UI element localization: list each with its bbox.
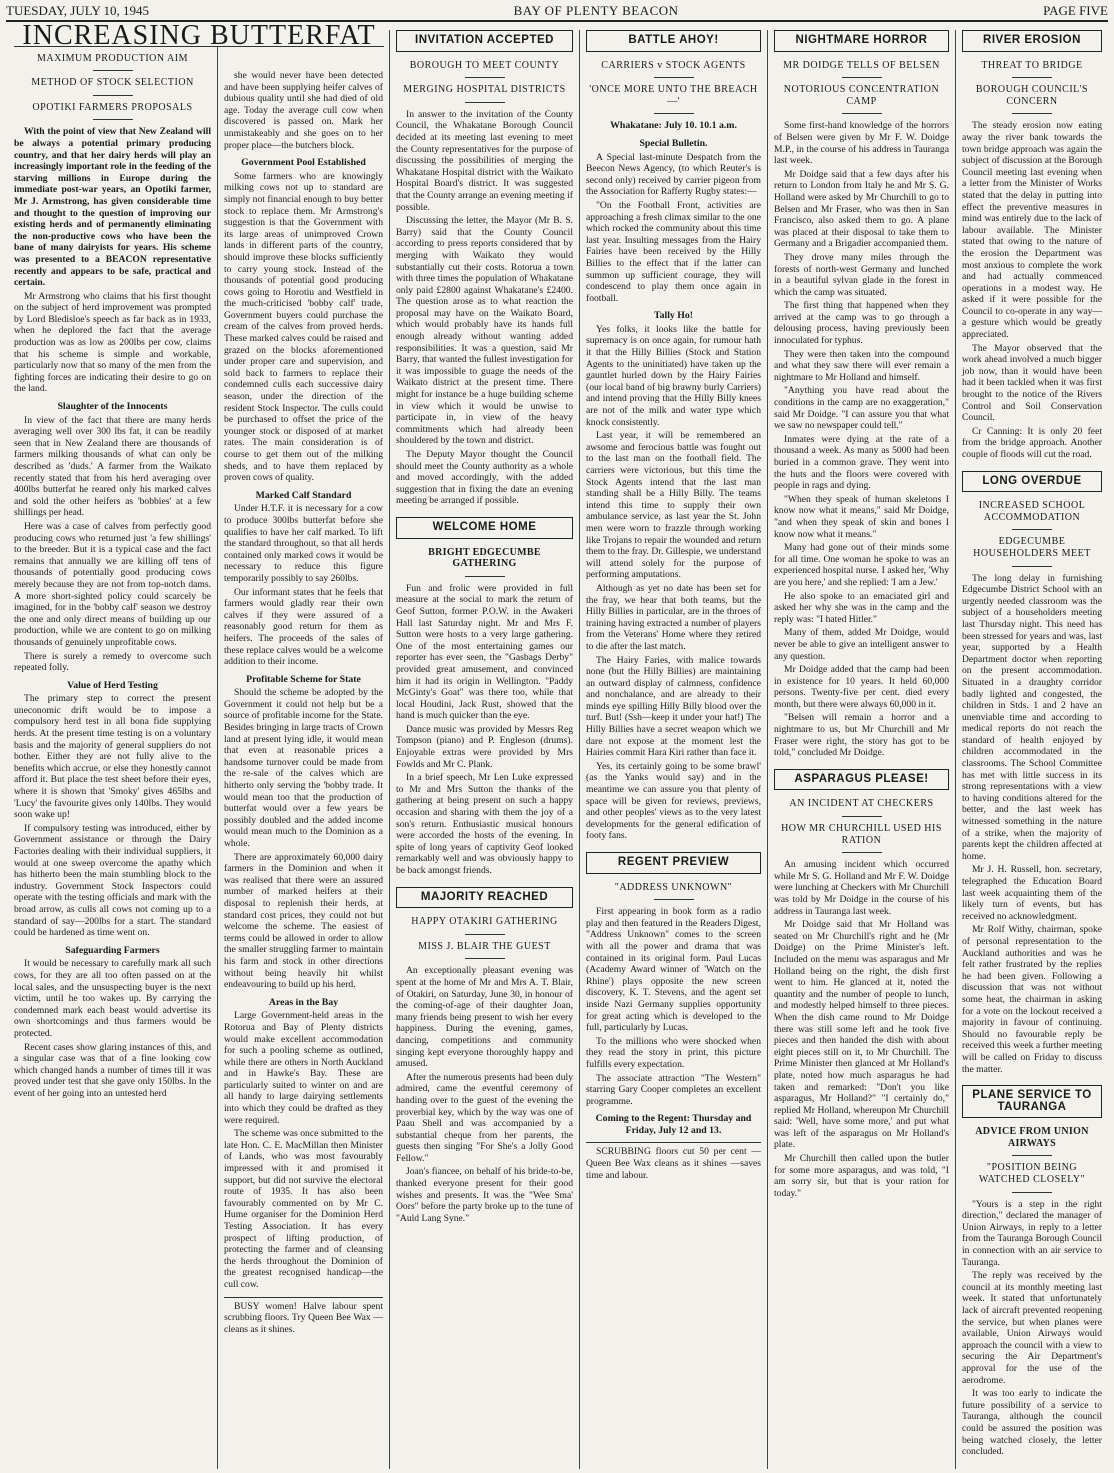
paragraph: They drove many miles through the forests of north-west Germany and lunched in a beautiful sylvan glade in the forest in which the camp was situated.	[774, 251, 949, 298]
page-number: PAGE FIVE	[1043, 3, 1108, 18]
paragraph: The reply was received by the council at its monthly meeting last week. It stated that unfortunately lack of aircraft prevented reopening the service, but when planes were available, Union Airways would approach the council with a view to securing the Air Department's approval for the use of the aerodrome.	[962, 1270, 1102, 1386]
paragraph: The scheme was once submitted to the late Hon. C. E. MacMillan then Minister of Lands, who was most favourably impressed with it and promised it support, but did not survive the electoral route of 1935. It has also been favourably commented on by Mr C. Hume organiser for the Dominion Herd Testing Association. It has every prospect of lifting production, of protecting the farmer and of cleansing the herds throughout the Dominion of the greatest recognised handicap—the cull cow.	[224, 1128, 383, 1290]
paragraph: Our informant states that he feels that farmers would gladly rear their own calves if they were assured of a reasonably good return for them as heifers. The proceeds of the sales of these replace calves would be a welcome addition to their income.	[224, 586, 383, 668]
paragraph: An amusing incident which occurred while Mr S. G. Holland and Mr F. W. Doidge were lunching at Checkers with Mr Churchill was told by Mr Doidge in the course of his address in Tauranga last week.	[774, 859, 949, 917]
paragraph: Dance music was provided by Messrs Reg Tompson (piano) and P. Engleson (drums). Enjoyable extras were provided by Mrs Fowlds and Mr C. Plank.	[396, 723, 573, 770]
paragraph: Many had gone out of their minds some for all time. One woman he spoke to was an experienced hospital nurse. I asked her, 'Why are you here,' and she replied: 'I am a Jew.'	[774, 542, 949, 588]
paragraph: "When they speak of human skeletons I know now what it means," said Mr Doidge, "and when they speak of skin and bones I know now what it means."	[774, 493, 949, 540]
paragraph: Here was a case of calves from perfectly good producing cows who returned just 'a few shillings' to the breeder. But it is a typical case and the fact remains that annually we are killing off tens of thousands of potentially good producing cows merely because they are not from top-notch dams. A more short-sighted policy could scarcely be imagined, for in the 'bobby calf' season we destroy the one and only direct means of building up our production, while we are content to go on milking thousands of genuinely unprofitable cows.	[14, 520, 211, 648]
issue-date: TUESDAY, JULY 10, 1945	[6, 3, 150, 18]
battle-headline: BATTLE AHOY!	[586, 30, 761, 52]
overdue-subhead-2: EDGECUMBE HOUSEHOLDERS MEET	[973, 536, 1091, 559]
plane-subhead-1: ADVICE FROM UNION AIRWAYS	[975, 1126, 1089, 1149]
regent-subhead: "ADDRESS UNKNOWN"	[614, 881, 733, 893]
paragraph: she would never have been detected and have been supplying heifer calves of dubious quality until she had died of old age. Today the average cull cow when discovered is passed on. Mark her unmistakeably and she goes on to her proper place—the butchers block.	[224, 70, 383, 151]
subheading: Marked Calf Standard	[255, 489, 352, 501]
paragraph: Mr J. H. Russell, hon. secretary, telegraphed the Education Board last week acquainting them of the likely turn of events, but has received no acknowledgment.	[962, 864, 1102, 922]
paragraph: Mr Churchill then called upon the butler for some more asparagus, and was told, "I am sorry sir, but that is your ration for today."	[774, 1153, 949, 1199]
majority-subhead-1: HAPPY OTAKIRI GATHERING	[411, 916, 558, 928]
paragraph: First appearing in book form as a radio play and then featured in the Readers Digest, "Address Unknown" comes to the screen with all the power and drama that was contained in its original form. Paul Lucas (Academy Award winner of 'Watch on the Rhine') plays opposite the new screen discovery, K. T. Stevens, and the agent set inside Nazi Germany supplies opportunity for great acting which is developed to the full, particularly by Lucas.	[586, 906, 761, 1034]
butterfat-headline: INCREASING BUTTERFAT	[14, 30, 384, 47]
columns	[8, 20, 1110, 1469]
subheading: Safeguarding Farmers	[65, 944, 160, 956]
majority-subhead-2: MISS J. BLAIR THE GUEST	[418, 940, 551, 952]
river-subhead-1: THREAT TO BRIDGE	[981, 59, 1083, 71]
column-4	[580, 30, 768, 1469]
paragraph: Some first-hand knowledge of the horrors of Belsen were given by Mr F. W. Doidge M.P., in the course of his address in Tauranga last week.	[774, 120, 949, 167]
paragraph: If compulsory testing was introduced, either by Government assistance or through the Dairy Factories dealing with their individual suppliers, it would at one sweep overcome the apathy which has hitherto been the main stumbling block to the industry. Government Stock Inspectors could operate with the testing officials and mark with the broad arrow, as culls all cows not coming up to a standard of say—200lbs for a start. The standard could be hardened as time went on.	[14, 822, 211, 939]
paragraph: Mr Doidge said that a few days after his return to London from Italy he and Mr S. G. Holland were asked by Mr Churchill to go to Belsen and Mr Fraser, who was then in San Francisco, also asked them to go. A plane was placed at their disposal to take them to Germany and a Brigadier accompanied them.	[774, 168, 949, 250]
paragraph: There is surely a remedy to overcome such repeated folly.	[14, 650, 211, 674]
paragraph: The associate attraction "The Western" starring Gary Cooper completes an excellent programme.	[586, 1072, 761, 1107]
butterfat-subhead-2: METHOD OF STOCK SELECTION	[31, 77, 194, 89]
invitation-subhead-1: BOROUGH TO MEET COUNTY	[409, 59, 560, 71]
subheading: Tally Ho!	[653, 310, 694, 322]
paragraph: They were then taken into the compound and what they saw there will ever remain a nightmare to Mr Holland and himself.	[774, 348, 949, 383]
paragraph: The primary step to correct the present uneconomic drift would be to impose a compulsory herd test in all bona fide supplying herds. At the present time testing is on a voluntary basis and the majority of general suppliers do not bother. Either they are not fully alive to the benefits which accrue, or else they honestly cannot afford it. But place the test sheet before their eyes, where it is shown that 'Smoky' gives 465lbs and 'Lucy' the favourite gives only 140lbs. They would soon wake up!	[14, 693, 211, 821]
invitation-subhead-2: MERGING HOSPITAL DISTRICTS	[403, 84, 566, 96]
subheading: Profitable Scheme for State	[246, 673, 361, 685]
asparagus-headline: ASPARAGUS PLEASE!	[774, 769, 949, 791]
paragraph: Should the scheme be adopted by the Government it could not help but be a source of profitable income for the State. Besides bringing in large tracts of Crown land at present lying idle, it would mean that even at reasonable prices a handsome turnover could be made from the re-sale of the calves which are hitherto only serving the 'bobby trade. It would mean too that the production of butterfat would over a few years be possibly doubled and the added income would mean much to the Dominion as a whole.	[224, 687, 383, 849]
paper-name: BAY OF PLENTY BEACON	[513, 3, 679, 18]
paragraph: The steady erosion now eating away the river bank towards the town bridge approach was again the subject of discussion at the Borough Council meeting last evening when a letter from the Minister of Works stated that the delay in putting into effect the preventive measures in mind was entirely due to the lack of labour available. The Minister stated that owing to the nature of the erosion the Department was most anxious to complete the work and had actually commenced operations in a modest way. He asked if it were possible for the Council to co-operate in any way—a gesture which would be greatly appreciated.	[962, 120, 1102, 341]
paragraph: Yes, its certainly going to be some brawl' (as the Yanks would say) and in the meantime we can assure you that plenty of space will be given for reviews, previews, and other peoples' views as to the very latest developments for the general edification of footy fans.	[586, 760, 761, 842]
paragraph: The long delay in furnishing Edgecumbe District School with an urgently needed classroom was the subject of a householders meeting last Thursday night. This need has been stressed for years and was, last year, supported by a Health Department doctor when reporting on the present accommodation. Situated in a draughty corridor badly lighted and congested, the children in Stds. 1 and 2 have an unenviable time and according to medical reports do not reach the standard of health enjoyed by children accommodated in the classrooms. The School Committee has met with little success in its strong representations with a view to having conditions altered for the better, and the last week has witnessed something in the nature of a strike, when the majority of parents kept the children affected at home.	[962, 572, 1102, 862]
paragraph: Some farmers who are knowingly milking cows not up to standard are simply not financial enough to buy better stock to replace them. Mr Armstrong's suggestion is that the Government with its large areas of unimproved Crown lands in different parts of the country, should improve these blocks sufficiently to carry young stock. Instead of the thousands of potential good producing cows going to Horotiu and Westfield in the much-criticised 'bobby calf' trade, Government buyers could purchase the cream of the calves from proved herds. These marked calves could be raised and grazed on the blocks aforementioned under proper care and supervision, and sold back to farmers to replace their condemned culls each successive dairy season, under the direction of the resident Stock Inspector. The culls could be purchased to offset the price of the younger stock or disposed of at market rates. The main consideration is of course to get them out of the milking sheds, and to have them replaced by proven cows of quality.	[224, 170, 383, 484]
advertisement: SCRUBBING floors cut 50 per cent —Queen Bee Wax cleans as it shines —saves time and labour.	[586, 1142, 761, 1181]
paragraph: Mr Doidge added that the camp had been in existence for 10 years. It held 60,000 persons. Twenty-five per cent. died every month, but there were always 60,000 in it.	[774, 664, 949, 710]
majority-headline: MAJORITY REACHED	[396, 887, 573, 909]
nightmare-subhead-1: MR DOIDGE TELLS OF BELSEN	[783, 59, 940, 71]
column-2	[218, 30, 390, 1469]
paragraph: The first thing that happened when they arrived at the camp was to go through a delousing process, having previously been innoculated for typhus.	[774, 300, 949, 347]
paragraph: It would be necessary to carefully mark all such cows, for they are all too often passed on at the local sales, and the unsuspecting buyer is the next victim, until he too wakes up. By carrying the condemned mark each beast would advertise its own shortcomings and thus farmers would be protected.	[14, 958, 211, 1039]
paragraph: To the millions who were shocked when they read the story in print, this picture fulfills every expectation.	[586, 1035, 761, 1070]
paragraph: Joan's fiancee, on behalf of his bride-to-be, thanked everyone present for their good wishes and presents. It was the "Wee Sma' Oors" before the party broke up to the tune of "Auld Lang Syne."	[396, 1166, 573, 1224]
river-subhead-2: BOROUGH COUNCIL'S CONCERN	[975, 84, 1089, 107]
paragraph: "Yours is a step in the right direction," declared the manager of Union Airways, in reply to a letter from the Tauranga Borough Council in connection with an air service to Tauranga.	[962, 1198, 1102, 1268]
paragraph: In answer to the invitation of the County Council, the Whakatane Borough Council decided at its meeting last evening to meet the County representatives for the purpose of discussing the possibilities of merging the Whakatane Hospital district with the Waikato Hospital Board's district. It was suggested that the County arrange an evening meeting if possible.	[396, 108, 573, 213]
subheading: Special Bulletin.	[639, 137, 708, 149]
paragraph: Yes folks, it looks like the battle for supremacy is on once again, for rumour hath it that the Hilly Billies (Stock and Station Agents to the uninitiated) have taken up the gauntlet hurled down by the Hairy Fairies (our local band of big brawny burly Carriers) and intend proving that the Hilly Billy knees are not of the milk and water type which knock consistently.	[586, 323, 761, 428]
column-3	[390, 30, 580, 1469]
paragraph: The Hairy Faries, with malice towards none (but the Hilly Billies) are maintaining an outward display of calmness, confidence and nonchalance, and are already to their minds eye spilling Hilly Billy blood over the turf. But! (Ssh—keep it under your hat!) The Hilly Billies have a secret weapon which we dare not expose at the moment lest the Hairies commit Hara Kiri rather than face it.	[586, 654, 761, 759]
paragraph: "On the Football Front, activities are approaching a fresh climax similar to the one which rocked the community about this time last year. Insulting messages from the Hairy Fairies have been received by the Hilly Billies to the effect that if the latter can summon up sufficient courage, they will condescend to play them once again in football.	[586, 199, 761, 304]
paragraph: Discussing the letter, the Mayor (Mr B. S. Barry) said that the County Council according to press reports considered that by merging with Waikato they would substantially cut their costs. Rotorua a town with three times the population of Whakatane only paid £2800 against Whakatane's £2400. The question arose as to what reaction the proposal may have on the Waikato Board, which would probably have its hands full enough already without wanting added responsibilities. It was a question, said Mr Barry, that wanted the fullest investigation for it was impossible to guage the needs of the Waikato district at the present time. There might for instance be a huge building scheme in view which it would be unwise to participate in, in view of the heavy commitments which had already been shouldered by the town and district.	[396, 215, 573, 447]
column-5	[768, 30, 956, 1469]
paragraph: The Mayor observed that the work ahead involved a much bigger job now, than it would have been had it been tackled when it was first brought to the notice of the Rivers Control and Soil Conservation Council.	[962, 342, 1102, 424]
paragraph: Fun and frolic were provided in full measure at the social to mark the return of Geof Sutton, former P.O.W. in the Awakeri Hall last Saturday night. Mr and Mrs F. Sutton were hosts to a very large gathering. One of the most entertaining games our reporter has ever seen, the "Gasbags Derby" provided great amusement, and convinced him it had its origin in Wellington. "Paddy McGinty's Goat" was there too, while that local Houdini, Jack Rust, showed that the hand is much quicker than the eye.	[396, 582, 573, 722]
paragraph: Cr Canning: It is only 20 feet from the bridge approach. Another couple of floods will cut the road.	[962, 425, 1102, 460]
welcome-headline: WELCOME HOME	[396, 517, 573, 539]
advertisement: BUSY women! Halve labour spent scrubbing floors. Try Queen Bee Wax —cleans as it shines.	[224, 1297, 383, 1336]
paragraph: There are approximately 60,000 dairy farmers in the Dominion and when it was realised that there were an assured number of marked heifers at their disposal to replenish their herds, at standard cost prices, they could not but welcome the scheme. The easiest of terms could be allowed in order to allow the smaller struggling farmer to maintain his farm and stock in other directions without being heavily hit whilst endeavouring to build up his herd.	[224, 851, 383, 991]
paragraph: He also spoke to an emaciated girl and asked her why she was in the camp and the reply was: "I hated Hitler."	[774, 590, 949, 625]
paragraph: Mr Doidge said that Mr Holland was seated on Mr Churchill's right and he (Mr Doidge) on the Prime Minister's left. Included on the menu was asparagus and Mr Holland being on the right, the dish first went to him. He glanced at it, noted the quantity and the number of people to lunch, and modestly helped himself to three pieces. When the dish came round to Mr Doidge there was still some left and he took five pieces and then handed the dish with about eight pieces still on it, to Mr Churchill. The Prime Minister then glanced at Mr Holland's plate, noted how much asparagus he had taken and remarked: "Don't you like asparagus, Mr Holland?" "I certainly do," replied Mr Holland, whereupon Mr Churchill said: 'Well, have some more,' and put what was left of the asparagus on Mr Holland's plate.	[774, 919, 949, 1151]
subheading: Government Pool Established	[241, 157, 366, 169]
paragraph: Last year, it will be remembered an awsome and ferocious battle was fought out to the last man on the football field. The carriers were victorious, but this time the Stock Agents intend that the last man standing shall be a Hilly Billy. The teams intend this time to supply their own ambulance service, as last year the St. John men were worn to frazzle through working like Trojans to repair the wounded and return them to the fray. Dr. Gillespie, we understand will attend solely for the purpose of performing amputations.	[586, 430, 761, 581]
paragraph: A Special last-minute Despatch from the Beecon News Agency, (to which Reuter's is second only) received by carrier pigeon from the Association for Rafferty Rugby states:—	[586, 151, 761, 198]
masthead	[6, 2, 1108, 22]
paragraph: Mr Armstrong who claims that his first thought on the subject of herd improvement was prompted by Lord Bledisloe's speech as far back as in 1933, when he deplored the fact that the average production was as low as 200lbs per cow, claims that his scheme is simple and workable, particularly now that so many of the men from the fighting forces are indicating their desire to go on the land.	[14, 290, 211, 395]
subheading: Value of Herd Testing	[67, 679, 158, 691]
battle-subhead-1: CARRIERS v STOCK AGENTS	[601, 59, 746, 71]
showtimes: Coming to the Regent: Thursday and Friday, July 12 and 13.	[595, 1113, 752, 1136]
paragraph: Although as yet no date has been set for the fray, we hear that both teams, but the Hilly Billies in particular, are in the throes of training having extracted a number of players from the Veterans' Home where they retired to die after the last match.	[586, 582, 761, 652]
nightmare-subhead-2: NOTORIOUS CONCENTRATION CAMP	[783, 84, 940, 107]
paragraph: After the numerous presents had been duly admired, came the eventful ceremony of handing over to the guest of the evening the proverbial key, which by the way was one of Paau Shell and was accompanied by a substantial cheque from her parents, the guests then singing "For She's a Jolly Good Fellow."	[396, 1071, 573, 1164]
paragraph: It was too early to indicate the future possibility of a service to Tauranga, although the council could be assured the position was being watched closely, the letter concluded.	[962, 1388, 1102, 1458]
paragraph: Recent cases show glaring instances of this, and a singular case was that of a fine looking cow which changed hands a number of times till it was proved under test that she gave only 150lbs. In the event of her going into an untested herd	[14, 1041, 211, 1099]
butterfat-subhead-3: OPOTIKI FARMERS PROPOSALS	[32, 101, 193, 113]
paragraph: Inmates were dying at the rate of a thousand a week. As many as 5000 had been buried in a common grave. They went into the huts and the floors were covered with people in rags and dying.	[774, 433, 949, 492]
paragraph: Mr Rolf Withy, chairman, spoke of personal representation to the Auckland authorities and was he felt rather frustrated by the replies he had been given. Following a discussion that was not without some heat, the chairman in asking for a vote on the lockout received a majority in favour of continuing. Should no favourable reply be received this week a further meeting will be called on Friday to discuss the matter.	[962, 924, 1102, 1075]
regent-headline: REGENT PREVIEW	[586, 852, 761, 874]
paragraph: An exceptionally pleasant evening was spent at the home of Mr and Mrs A. T. Blair, of Otakiri, on Saturday, June 30, in honour of the coming-of-age of their daughter Joan, many friends being present to wish her every happiness. During the evening, games, dancing, competitions and community singing kept everyone thoroughly happy and amused.	[396, 965, 573, 1070]
butterfat-lead: With the point of view that New Zealand will be always a potential primary producing country, and that her dairy herds will play an increasingly important role in the feeding of the starving millions in Europe during the immediate post-war years, an Opotiki farmer, Mr J. Armstrong, has given considerable time and thought to the question of improving our existing herds and of permanently eliminating the non-productive cows who have been the bane of many dairyists for years. His scheme was presented to a BEACON representative recently and appears to be safe, practical and certain.	[14, 126, 211, 289]
plane-headline: PLANE SERVICE TO TAURANGA	[962, 1085, 1102, 1118]
paragraph: The Deputy Mayor thought the Council should meet the County authority as a whole and moved accordingly, with the added suggestion that in fixing the date an evening meeting be arranged if possible.	[396, 449, 573, 507]
column-6	[956, 30, 1108, 1469]
subheading: Slaughter of the Innocents	[57, 401, 168, 413]
asparagus-subhead-1: AN INCIDENT AT CHECKERS	[789, 798, 934, 810]
plane-subhead-2: "POSITION BEING WATCHED CLOSELY"	[978, 1162, 1086, 1186]
battle-subhead-2: 'ONCE MORE UNTO THE BREACH—'	[589, 84, 758, 107]
paragraph: Under H.T.F. it is necessary for a cow to produce 300lbs butterfat before she qualifies to have her calf marked. To lift the standard throughout, so that all herds contained only marked cows it would be necessary to reduce this figure temporarily possibly to say 260lbs.	[224, 503, 383, 584]
welcome-subhead: BRIGHT EDGECUMBE GATHERING	[428, 546, 541, 570]
nightmare-headline: NIGHTMARE HORROR	[774, 30, 949, 52]
invitation-headline: INVITATION ACCEPTED	[396, 30, 573, 52]
dateline: Whakatane: July 10. 10.1 a.m.	[610, 120, 737, 132]
overdue-subhead-1: INCREASED SCHOOL ACCOMMODATION	[978, 500, 1086, 523]
butterfat-subhead-1: MAXIMUM PRODUCTION AIM	[36, 52, 188, 64]
paragraph: Large Government-held areas in the Rotorua and Bay of Plenty districts would make excellent accommodation for such a pooling scheme as outlined, while there are others in North Auckland and in Hawke's Bay. These are particularly suited to winter on and are all handy to large dairying settlements into which they could be drafted as they were required.	[224, 1010, 383, 1126]
overdue-headline: LONG OVERDUE	[962, 471, 1102, 493]
subheading: Areas in the Bay	[268, 996, 339, 1008]
paragraph: Many of them, added Mr Doidge, would never be able to give an intelligent answer to any question.	[774, 627, 949, 662]
paragraph: "Belsen will remain a horror and a nightmare to us, but Mr Churchill and Mr Fraser were right, the story has got to be told," concluded Mr Doidge.	[774, 712, 949, 759]
paragraph: In view of the fact that there are many herds averaging well over 300 lbs fat, it can be readily seen that in New Zealand there are thousands of farmers milking thousands of what can only be described as 'duds.' A farmer from the Waikato recently stated that from his herd averaging over 400lbs butterfat he reared only his marked calves and sold the other heifers as 'bobbies' at a few shillings per head.	[14, 414, 211, 519]
asparagus-subhead-2: HOW MR CHURCHILL USED HIS RATION	[781, 823, 942, 846]
river-headline: RIVER EROSION	[962, 30, 1102, 52]
paragraph: "Anything you have read about the conditions in the camp are no exaggeration," said Mr Doidge. "I can assure you that what we saw no newspaper could tell."	[774, 385, 949, 432]
paragraph: In a brief speech, Mr Len Luke expressed to Mr and Mrs Sutton the thanks of the gathering at being present on such a happy occasion and sharing with them the joy of a son's return. Enthusiastic musical honours were accorded the hosts of the evening. In spite of long years of captivity Geof looked remarkably well and was obviously happy to be back amongst friends.	[396, 772, 573, 876]
